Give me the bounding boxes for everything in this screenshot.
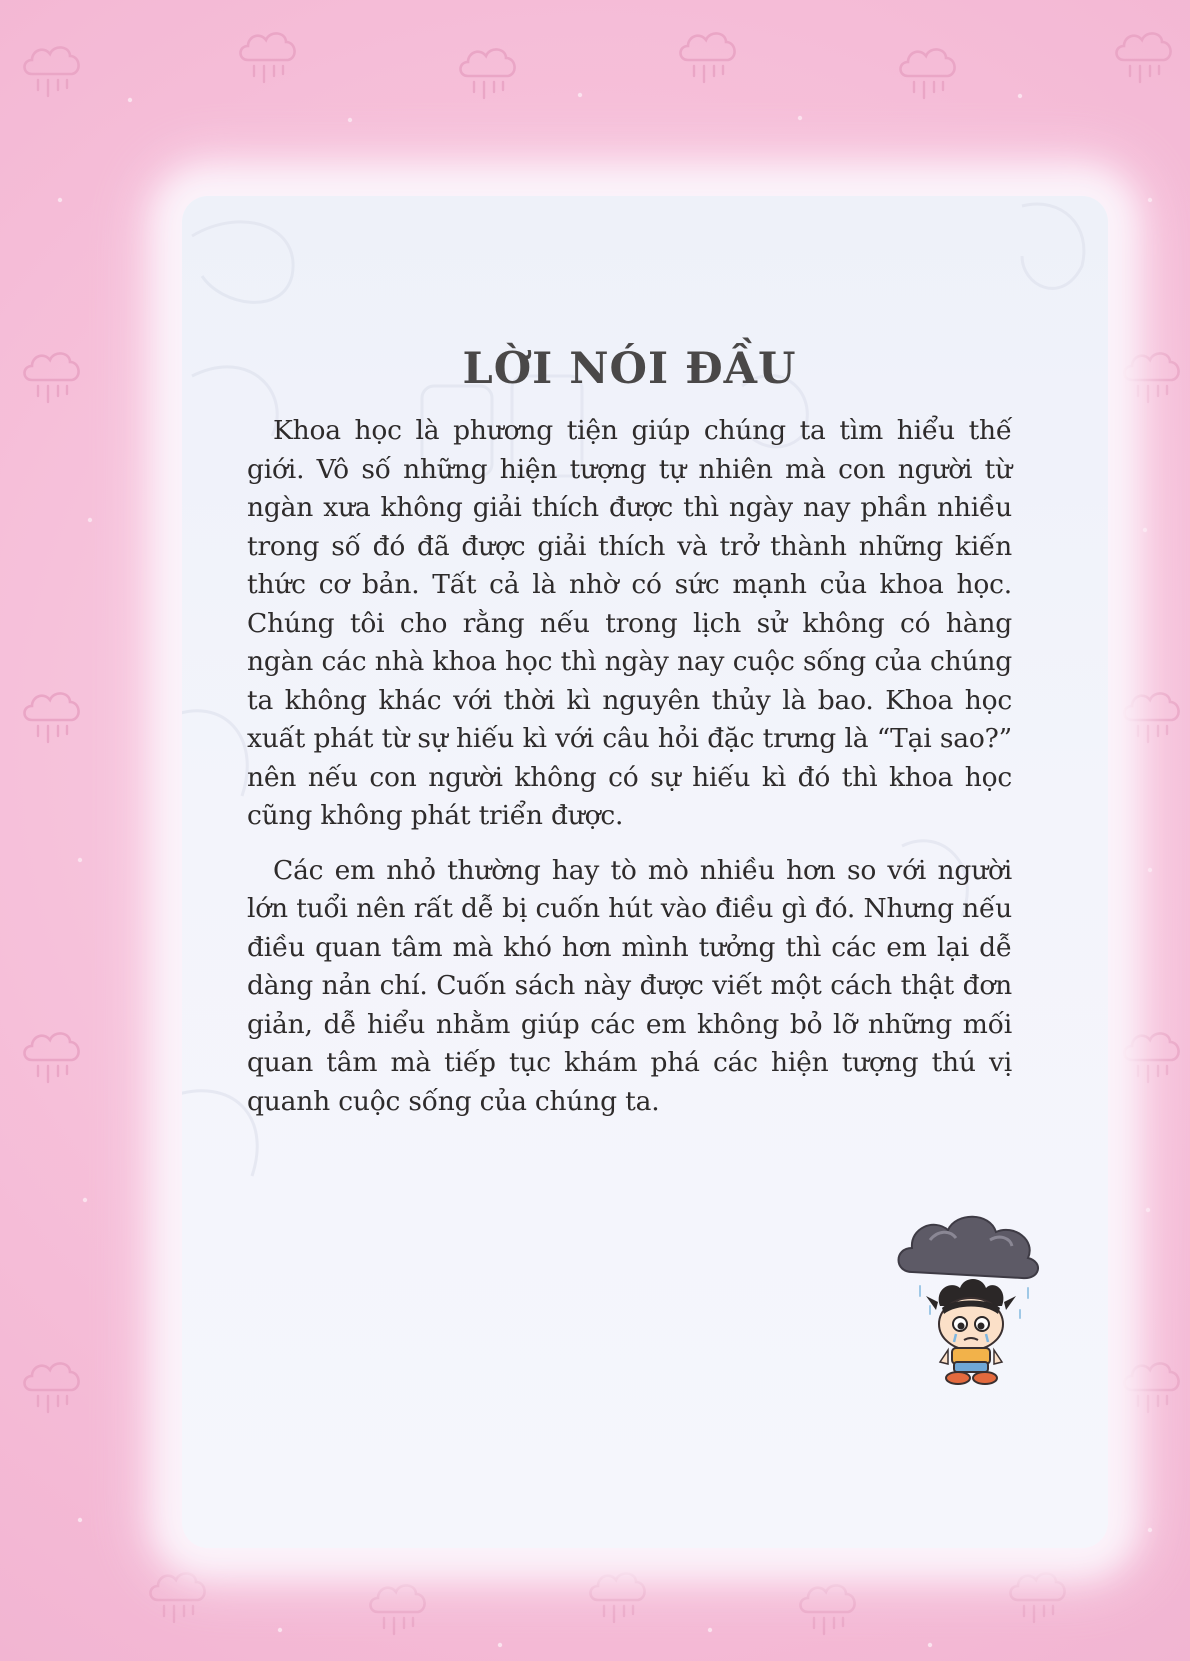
rain-cloud-icon xyxy=(371,1585,425,1634)
page-title: LỜI NÓI ĐẦU xyxy=(462,344,797,394)
boy-under-rain-cloud-illustration xyxy=(890,1210,1050,1385)
rain-cloud-icon xyxy=(151,1573,205,1622)
rain-cloud-icon xyxy=(461,49,515,98)
rain-cloud-icon xyxy=(1125,693,1179,742)
rain-cloud-icon xyxy=(901,49,955,98)
rain-cloud-icon xyxy=(591,1573,645,1622)
rain-cloud-icon xyxy=(25,1033,79,1082)
storm-cloud-icon xyxy=(899,1217,1039,1278)
rain-cloud-icon xyxy=(1117,33,1171,82)
paragraph-2: Các em nhỏ thường hay tò mò nhiều hơn so với người lớn tuổi nên rất dễ bị cuốn hút vào điều gì đó. Nhưng nếu điều quan tâm mà khó hơn mình tưởng thì các em lại dễ dàng nản chí. Cuốn sách này được viết một cách thật đơn giản, dễ hiểu nhằm giúp các em không bỏ lỡ những mối quan tâm mà tiếp tục khám phá các hiện tượng thú vị quanh cuộc sống của chúng ta. xyxy=(247,854,1012,1117)
rain-cloud-icon xyxy=(1011,1573,1065,1622)
rain-cloud-icon xyxy=(25,1363,79,1412)
rain-cloud-icon xyxy=(1125,1033,1179,1082)
rain-cloud-icon xyxy=(801,1585,855,1634)
rain-cloud-icon xyxy=(1125,1363,1179,1412)
preface-content xyxy=(247,344,1012,1137)
paragraph-1: Khoa học là phương tiện giúp chúng ta tìm hiểu thế giới. Vô số những hiện tượng tự nhiên mà con người từ ngàn xưa không giải thích được thì ngày nay phần nhiều trong số đó đã được giải thích và trở thành những kiến thức cơ bản. Tất cả là nhờ có sức mạnh của khoa học. Chúng tôi cho rằng nếu trong lịch sử không có hàng ngàn các nhà khoa học thì ngày nay cuộc sống của chúng ta không khác với thời kì nguyên thủy là bao. Khoa học xuất phát từ sự hiếu kì với câu hỏi đặc trưng là “Tại sao?” nên nếu con người không có sự hiếu kì đó thì khoa học cũng không phát triển được. xyxy=(247,415,1012,831)
rain-cloud-icon xyxy=(25,693,79,742)
rain-cloud-icon xyxy=(1125,353,1179,402)
rain-cloud-icon xyxy=(241,33,295,82)
rain-cloud-icon xyxy=(25,353,79,402)
rain-cloud-icon xyxy=(681,33,735,82)
rain-cloud-icon xyxy=(25,47,79,96)
